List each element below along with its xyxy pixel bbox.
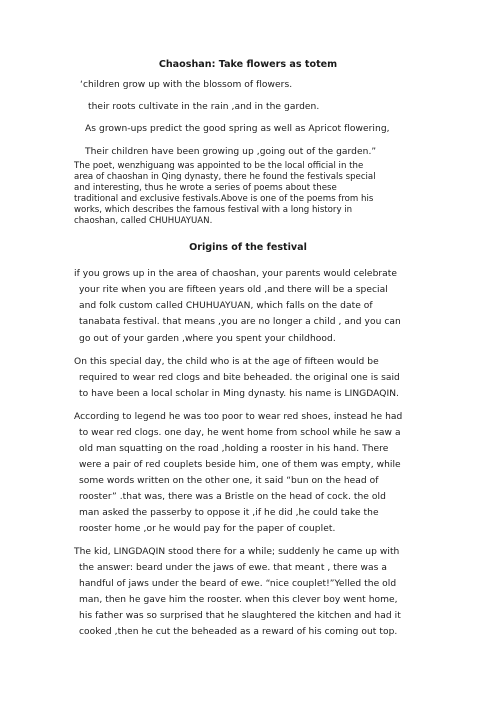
paragraph-line: your rite when you are fifteen years old ,and there will be a special (79, 285, 388, 295)
paragraph-line: The kid, LINGDAQIN stood there for a while; suddenly he came up with (74, 547, 400, 557)
paragraph-line: required to wear red clogs and bite beheaded. the original one is said (79, 373, 400, 383)
intro-line: area of chaoshan in Qing dynasty, there he found the festivals special (74, 171, 376, 182)
paragraph-line: his father was so surprised that he slaughtered the kitchen and had it (79, 611, 401, 621)
intro-line: works, which describes the famous festival with a long history in (74, 204, 353, 215)
intro-line: chaoshan, called CHUHUAYUAN. (74, 215, 213, 226)
paragraph-line: to wear red clogs. one day, he went home from school while he saw a (79, 428, 401, 438)
intro-line: traditional and exclusive festivals.Above is one of the poems from his (74, 193, 374, 204)
paragraph-line: On this special day, the child who is at the age of fifteen would be (74, 357, 379, 367)
poem-line: their roots cultivate in the rain ,and in the garden. (88, 102, 320, 112)
paragraph-line: old man squatting on the road ,holding a rooster in his hand. There (79, 444, 389, 454)
intro-paragraph (74, 161, 420, 226)
paragraph-line: some words written on the other one, it said “bun on the head of (79, 476, 379, 486)
paragraph-line: were a pair of red couplets beside him, one of them was empty, while (79, 460, 401, 470)
paragraph-line: go out of your garden ,where you spent your childhood. (79, 334, 336, 344)
intro-line: The poet, wenzhiguang was appointed to be the local official in the (74, 161, 364, 171)
poem-line: ‘children grow up with the blossom of flowers. (80, 80, 293, 90)
paragraph-line: According to legend he was too poor to wear red shoes, instead he had (74, 412, 403, 422)
intro-line: and interesting, thus he wrote a series of poems about these (74, 182, 337, 193)
paragraph-line: and folk custom called CHUHUAYUAN, which falls on the date of (79, 301, 373, 311)
section-heading: Origins of the festival (189, 242, 307, 253)
paragraph-line: handful of jaws under the beard of ewe. “nice couplet!”Yelled the old (79, 579, 397, 589)
poem-line: Their children have been growing up ,going out of the garden.” (85, 147, 377, 157)
paragraph-line: man asked the passerby to oppose it ,if he did ,he could take the (79, 508, 379, 518)
paragraph-line: rooster home ,or he would pay for the paper of couplet. (79, 524, 336, 534)
document-title: Chaoshan: Take flowers as totem (158, 59, 338, 70)
paragraph-line: if you grows up in the area of chaoshan, your parents would celebrate (74, 269, 398, 279)
paragraph-line: tanabata festival. that means ,you are no longer a child , and you can (79, 317, 401, 327)
paragraph-line: the answer: beard under the jaws of ewe. that meant , there was a (79, 563, 387, 573)
paragraph-line: cooked ,then he cut the beheaded as a reward of his coming out top. (79, 627, 398, 637)
paragraph-line: to have been a local scholar in Ming dynasty. his name is LINGDAQIN. (79, 389, 400, 399)
poem-line: As grown-ups predict the good spring as well as Apricot flowering, (85, 124, 390, 134)
paragraph-line: man, then he gave him the rooster. when this clever boy went home, (79, 595, 398, 605)
paragraph-line: rooster” .that was, there was a Bristle on the head of cock. the old (79, 492, 386, 502)
